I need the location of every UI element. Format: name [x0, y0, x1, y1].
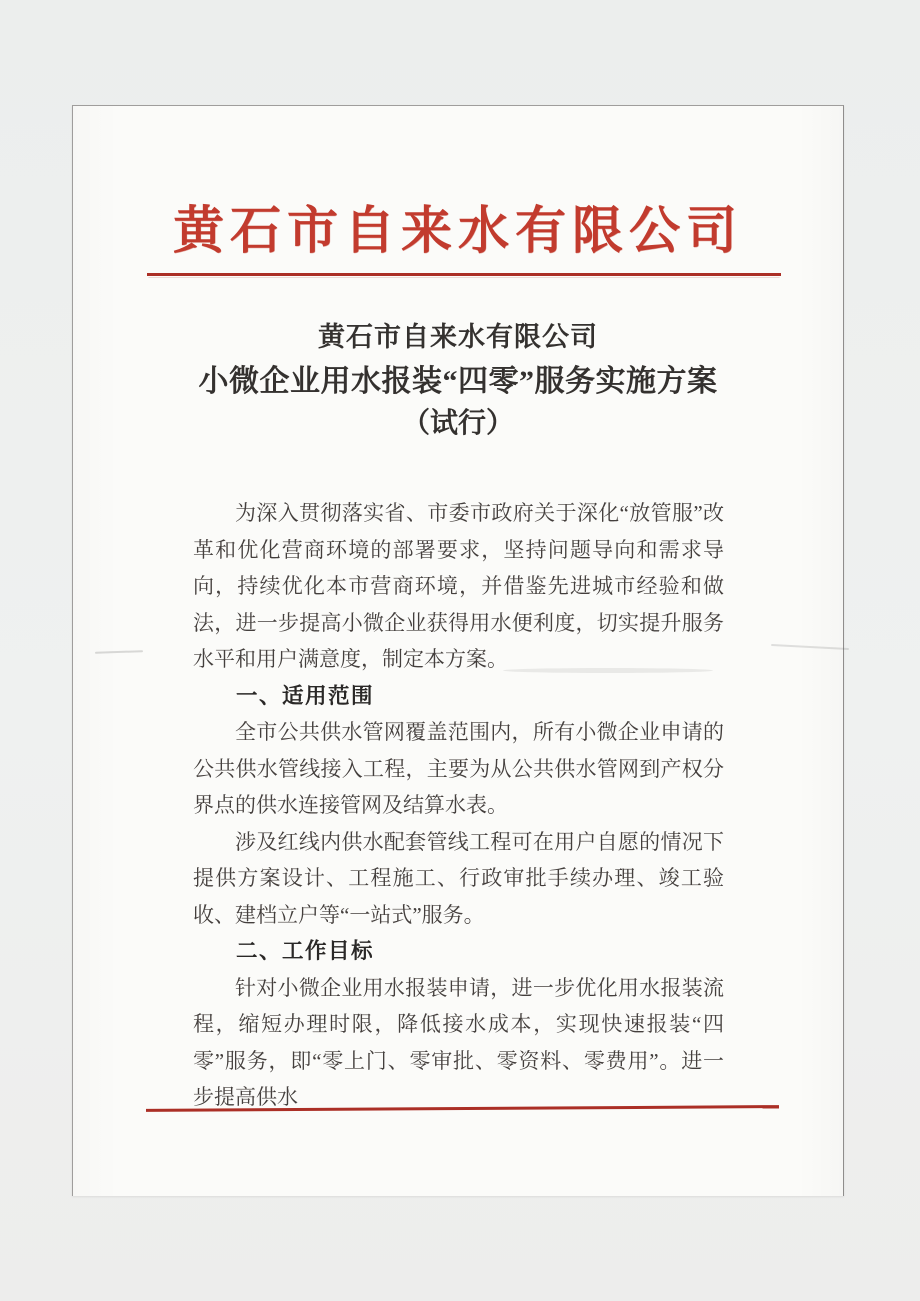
goals-paragraph-1: 针对小微企业用水报装申请，进一步优化用水报装流程，缩短办理时限，降低接水成本，实现快速报装“四零”服务，即“零上门、零审批、零资料、零费用”。进一步提高供水 — [193, 975, 724, 1109]
letterhead-double-rule — [147, 273, 781, 276]
scan-crease-artifact — [771, 644, 849, 650]
document-title-company: 黄石市自来水有限公司 — [318, 322, 598, 352]
intro-paragraph: 为深入贯彻落实省、市委市政府关于深化“放管服”改革和优化营商环境的部署要求，坚持问题导向和需求导向，持续优化本市营商环境，并借鉴先进城市经验和做法，进一步提高小微企业获得用水便利度，切实提升服务水平和用户满意度，制定本方案。 — [193, 501, 724, 671]
document-title-trial-note: （试行） — [401, 408, 514, 439]
document-page — [72, 105, 844, 1196]
scan-smudge-artifact — [503, 668, 713, 673]
section-heading-scope: 一、适用范围 — [236, 683, 375, 708]
letterhead-company-name: 黄石市自来水有限公司 — [172, 204, 743, 260]
document-body — [193, 495, 724, 1116]
scope-paragraph-2: 涉及红线内供水配套管线工程可在用户自愿的情况下提供方案设计、工程施工、行政审批手续办理、竣工验收、建档立户等“一站式”服务。 — [193, 829, 724, 927]
section-heading-goals: 二、工作目标 — [236, 939, 375, 963]
scope-paragraph-1: 全市公共供水管网覆盖范围内，所有小微企业申请的公共供水管线接入工程，主要为从公共供水管网到产权分界点的供水连接管网及结算水表。 — [193, 720, 724, 817]
scan-crease-artifact — [95, 650, 143, 654]
document-title-main: 小微企业用水报装“四零”服务实施方案 — [198, 365, 718, 398]
